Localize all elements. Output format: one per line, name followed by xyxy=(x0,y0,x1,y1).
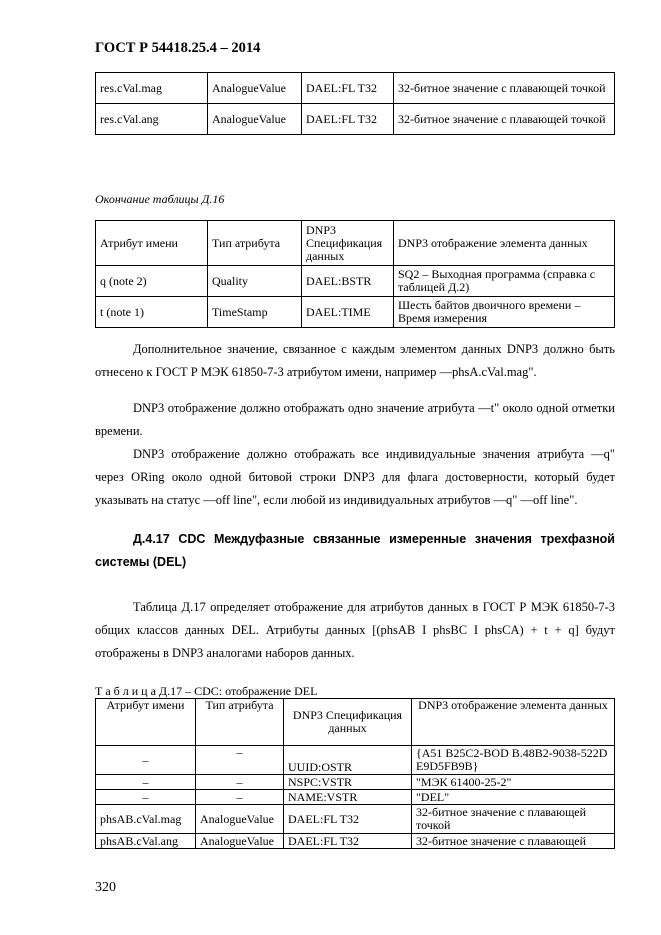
table-row xyxy=(96,775,615,790)
table-row xyxy=(96,805,615,834)
table-cell: NSPC:VSTR xyxy=(284,775,412,790)
column-header: Атрибут имени xyxy=(96,221,208,266)
table-17-caption: Т а б л и ц а Д.17 – CDC: отображение DEL xyxy=(95,684,318,698)
table-cell: 32-битное значение с плавающей точкой xyxy=(394,104,615,135)
table-cell: DAEL:TIME xyxy=(302,297,394,328)
table-cell: 32-битное значение с плавающей точкой xyxy=(394,73,615,104)
table-17 xyxy=(95,698,615,849)
column-header: DNP3 отображение элемента данных xyxy=(412,699,615,746)
table-cell: – xyxy=(196,746,284,775)
document-header: ГОСТ Р 54418.25.4 – 2014 xyxy=(95,40,261,56)
table-cell: DAEL:BSTR xyxy=(302,266,394,297)
table-cell: NAME:VSTR xyxy=(284,790,412,805)
page-number: 320 xyxy=(95,880,116,895)
column-header: Атрибут имени xyxy=(96,699,196,746)
table-cell: Quality xyxy=(208,266,302,297)
table-cell: AnalogueValue xyxy=(196,834,284,849)
table-cell: DAEL:FL T32 xyxy=(302,104,394,135)
table-row xyxy=(96,104,615,135)
table-cell: phsAB.cVal.mag xyxy=(96,805,196,834)
table-cell: AnalogueValue xyxy=(196,805,284,834)
table-row xyxy=(96,790,615,805)
table-cell: UUID:OSTR xyxy=(284,746,412,775)
column-header: DNP3 Спецификация данных xyxy=(284,699,412,746)
column-header: DNP3 Спецификация данных xyxy=(302,221,394,266)
table-row xyxy=(96,834,615,849)
table-cell: DAEL:FL T32 xyxy=(284,834,412,849)
column-header: Тип атрибута xyxy=(196,699,284,746)
table-row xyxy=(96,746,615,775)
table-cell: res.cVal.ang xyxy=(96,104,208,135)
section-heading: Д.4.17 CDC Междуфазные связанные измеренные значения трехфазной системы (DEL) xyxy=(95,532,615,569)
table-cell: DAEL:FL T32 xyxy=(284,805,412,834)
table-cell: TimeStamp xyxy=(208,297,302,328)
paragraph: DNP3 отображение должно отображать все индивидуальные значения атрибута ―q" через ORing около одной битовой строки DNP3 для флага достоверности, который будет указывать на статус ―off line", если любой из индивидуальных атрибутов ―q" ―off line". xyxy=(95,447,615,507)
table-cell: SQ2 – Выходная программа (справка с таблицей Д.2) xyxy=(394,266,615,297)
table-cell: DAEL:FL T32 xyxy=(302,73,394,104)
table-row xyxy=(96,266,615,297)
table-cell: 32-битное значение с плавающей точкой xyxy=(412,805,615,834)
column-header: DNP3 отображение элемента данных xyxy=(394,221,615,266)
table-cell: – xyxy=(96,746,196,775)
table-cell: Шесть байтов двоичного времени – Время измерения xyxy=(394,297,615,328)
table-cell: – xyxy=(96,775,196,790)
table-cell: "МЭК 61400-25-2" xyxy=(412,775,615,790)
table-cell: t (note 1) xyxy=(96,297,208,328)
table-16-caption: Окончание таблицы Д.16 xyxy=(95,192,225,206)
table-cell: – xyxy=(196,775,284,790)
table-cell: q (note 2) xyxy=(96,266,208,297)
table-header-row xyxy=(96,699,615,746)
table-cell: res.cVal.mag xyxy=(96,73,208,104)
table-cell: – xyxy=(196,790,284,805)
table-cell: AnalogueValue xyxy=(208,73,302,104)
paragraph: DNP3 отображение должно отображать одно значение атрибута ―t" около одной отметки времени. xyxy=(95,401,615,438)
column-header: Тип атрибута xyxy=(208,221,302,266)
table-row xyxy=(96,297,615,328)
table-16 xyxy=(95,220,615,328)
table-cell: AnalogueValue xyxy=(208,104,302,135)
table-cell: {A51 B25C2-BOD B.48B2-9038-522D E9D5FB9B} xyxy=(412,746,615,775)
paragraph: Таблица Д.17 определяет отображение для атрибутов данных в ГОСТ Р МЭК 61850-7-3 общих классов данных DEL. Атрибуты данных [(phsAB I phsBC I phsCA) + t + q] будут отображены в DNP3 аналогами наборов данных. xyxy=(95,600,615,660)
table-cell: phsAB.cVal.ang xyxy=(96,834,196,849)
table-cell: 32-битное значение с плавающей xyxy=(412,834,615,849)
table-row xyxy=(96,73,615,104)
table-header-row xyxy=(96,221,615,266)
table-cell: – xyxy=(96,790,196,805)
table-cell: "DEL" xyxy=(412,790,615,805)
paragraph: Дополнительное значение, связанное с каждым элементом данных DNP3 должно быть отнесено к ГОСТ Р МЭК 61850-7-3 атрибутом имени, например ―phsA.cVal.mag". xyxy=(95,342,615,379)
table-top-continuation xyxy=(95,72,615,135)
